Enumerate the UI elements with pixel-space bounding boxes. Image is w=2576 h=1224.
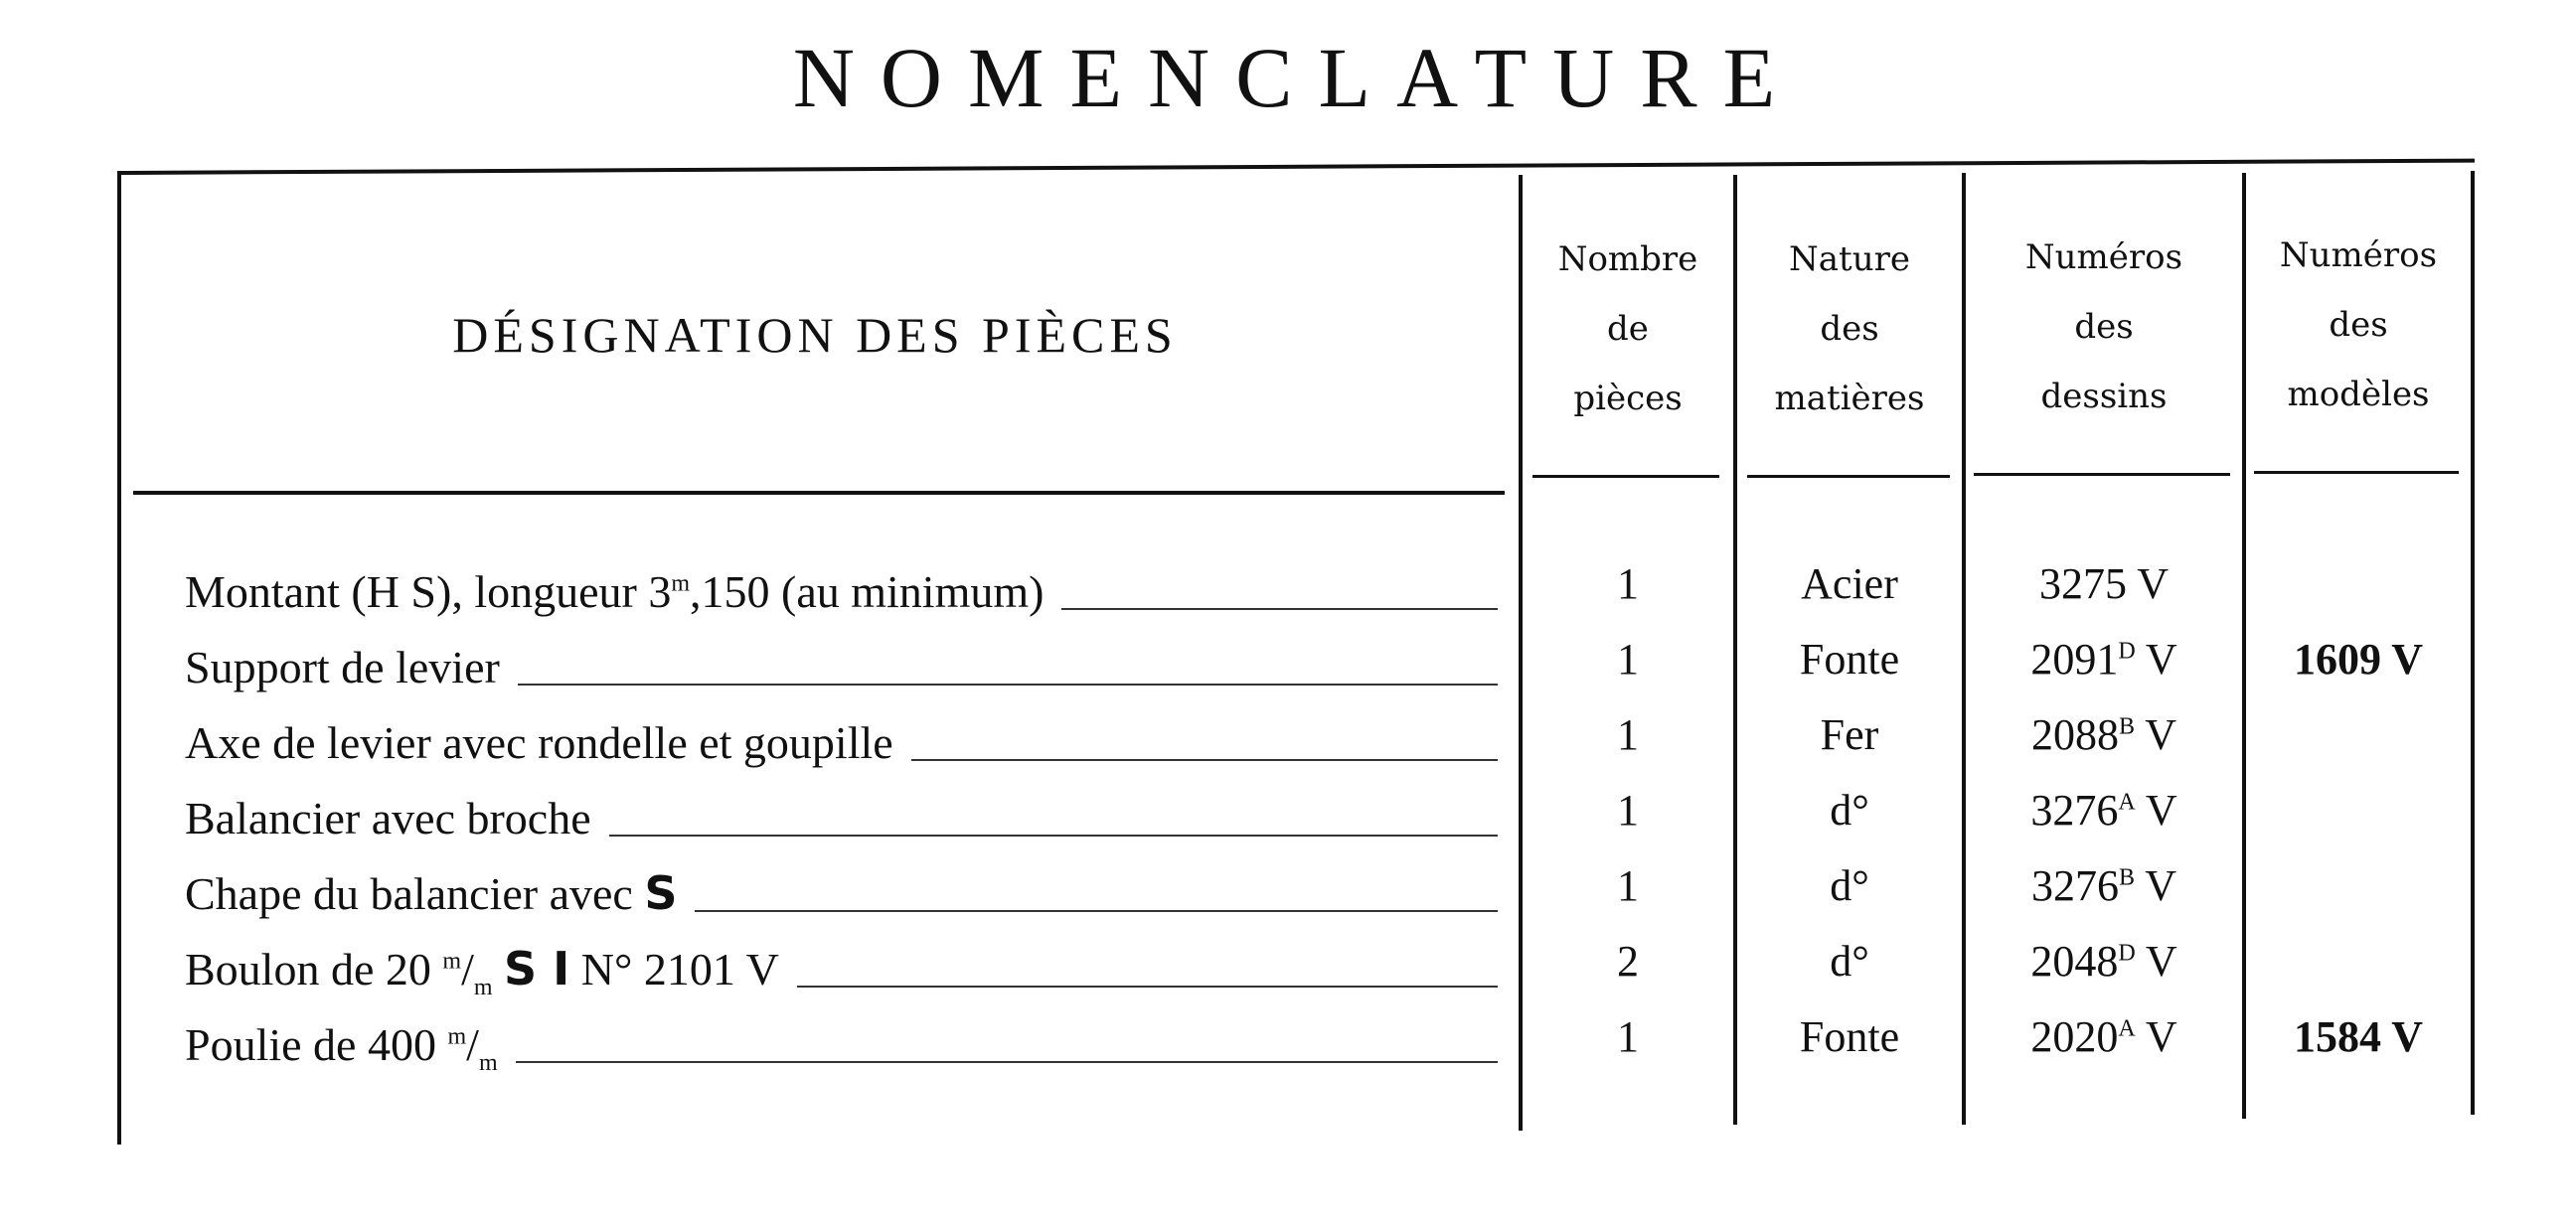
nature-cell: Acier [1801, 559, 1898, 608]
header-line: des [1820, 309, 1879, 349]
designation-fragment [493, 944, 505, 994]
dessin-fragment: V [2135, 635, 2177, 684]
column-header-designation: DÉSIGNATION DES PIÈCES [452, 307, 1178, 363]
leader-line [911, 758, 1498, 761]
nombre-cell: 1 [1617, 635, 1639, 684]
column-header-nature [1737, 225, 1962, 433]
header-rule-modeles [2254, 471, 2459, 474]
designation-text [185, 641, 500, 693]
header-line: Nombre [1557, 239, 1698, 279]
designation-fragment: m [473, 975, 493, 1001]
header-rule-designation [133, 491, 1505, 495]
column-header-modeles [2246, 221, 2471, 429]
designation-text [185, 716, 893, 769]
designation-fragment: S [644, 866, 678, 920]
designation-fragment: N° 2101 V [569, 944, 779, 994]
table-row [0, 1011, 2576, 1077]
designation-fragment: m [447, 1023, 467, 1050]
modele-cell: 1609 V [2294, 635, 2423, 684]
dessin-fragment: A [2118, 789, 2136, 816]
designation-cell [185, 785, 1512, 844]
dessin-fragment: D [2118, 638, 2136, 665]
designation-text [185, 792, 591, 844]
table-row [0, 936, 2576, 1001]
dessin-fragment: 3276 [2030, 786, 2119, 835]
designation-text [185, 866, 677, 920]
designation-cell [185, 936, 1512, 1001]
dessin-fragment: B [2119, 713, 2136, 740]
dessin-cell [1966, 634, 2242, 685]
designation-fragment: Axe de levier avec rondelle et goupille [185, 717, 893, 768]
header-rule-nombre [1532, 475, 1719, 478]
nature-cell: d° [1830, 937, 1869, 986]
nombre-cell: 1 [1617, 1012, 1639, 1061]
leader-line [609, 834, 1498, 837]
dessin-fragment: A [2118, 1015, 2136, 1042]
designation-fragment: Support de levier [185, 642, 500, 692]
designation-fragment: Montant (H S), longueur 3 [185, 566, 672, 617]
leader-line [518, 683, 1498, 686]
nombre-cell: 1 [1617, 710, 1639, 759]
header-line: des [2329, 305, 2388, 345]
designation-fragment: Balancier avec broche [185, 793, 591, 843]
table-row [0, 558, 2576, 618]
dessin-fragment: 3276 [2031, 861, 2119, 910]
dessin-fragment: 2048 [2030, 937, 2119, 986]
dessin-fragment: 2020 [2030, 1012, 2119, 1061]
header-line: Numéros [2279, 235, 2438, 275]
designation-fragment: ,150 (au minimum) [690, 566, 1045, 617]
leader-line [1061, 607, 1498, 610]
nombre-cell: 2 [1617, 937, 1639, 986]
table-top-border [117, 159, 2475, 175]
designation-cell [185, 709, 1512, 769]
header-line: matières [1774, 379, 1925, 418]
dessin-cell [1966, 709, 2242, 760]
dessin-fragment: V [2135, 861, 2176, 910]
nombre-cell: 1 [1617, 786, 1639, 835]
dessin-fragment: V [2135, 1012, 2177, 1061]
dessin-fragment: 2088 [2031, 710, 2119, 759]
leader-line [797, 985, 1498, 988]
designation-text [185, 565, 1044, 618]
nature-cell: Fer [1820, 710, 1879, 759]
designation-fragment: S I [504, 942, 570, 995]
designation-fragment: m [478, 1050, 498, 1077]
leader-line [516, 1060, 1498, 1063]
designation-fragment: / [466, 1019, 479, 1070]
modele-cell: 1584 V [2294, 1012, 2423, 1061]
designation-fragment: Poulie de 400 [185, 1019, 448, 1070]
dessin-fragment: V [2135, 710, 2176, 759]
table-row [0, 860, 2576, 920]
header-line: Numéros [2024, 237, 2183, 277]
designation-cell [185, 634, 1512, 693]
page-title: NOMENCLATURE [792, 30, 1802, 125]
nature-cell: d° [1830, 861, 1869, 910]
designation-text [185, 942, 779, 1001]
header-rule-dessins [1974, 473, 2230, 476]
header-rule-nature [1747, 475, 1950, 478]
table-row [0, 785, 2576, 844]
designation-text [185, 1018, 498, 1077]
dessin-cell [1966, 936, 2242, 987]
dessin-cell [1966, 785, 2242, 836]
leader-line [695, 909, 1498, 912]
header-line: Nature [1789, 239, 1910, 279]
header-line: modèles [2287, 375, 2430, 414]
designation-fragment: Boulon de 20 [185, 944, 443, 994]
dessin-cell [1966, 558, 2242, 609]
dessin-fragment: V [2135, 786, 2177, 835]
designation-cell [185, 860, 1512, 920]
dessin-fragment: 2091 [2030, 635, 2119, 684]
dessin-fragment: 3275 V [2039, 559, 2169, 608]
nombre-cell: 1 [1617, 861, 1639, 910]
nature-cell: Fonte [1799, 635, 1900, 684]
designation-fragment: Chape du balancier avec [185, 868, 645, 919]
dessin-fragment: D [2118, 940, 2136, 967]
header-line: de [1607, 309, 1649, 349]
designation-fragment: / [461, 944, 474, 994]
dessin-cell [1966, 1011, 2242, 1062]
table-row [0, 634, 2576, 693]
header-line: dessins [2040, 377, 2168, 416]
dessin-cell [1966, 860, 2242, 911]
table-row [0, 709, 2576, 769]
dessin-fragment: V [2135, 937, 2177, 986]
column-header-dessins [1966, 223, 2242, 431]
header-line: des [2074, 307, 2134, 347]
column-header-nombre [1523, 225, 1733, 433]
nature-cell: Fonte [1799, 1012, 1900, 1061]
designation-fragment: m [671, 570, 691, 597]
nature-cell: d° [1830, 786, 1869, 835]
designation-cell [185, 1011, 1512, 1077]
designation-fragment: m [442, 948, 462, 975]
header-line: pièces [1573, 379, 1683, 418]
designation-cell [185, 558, 1512, 618]
dessin-fragment: B [2119, 864, 2136, 891]
nombre-cell: 1 [1617, 559, 1639, 608]
